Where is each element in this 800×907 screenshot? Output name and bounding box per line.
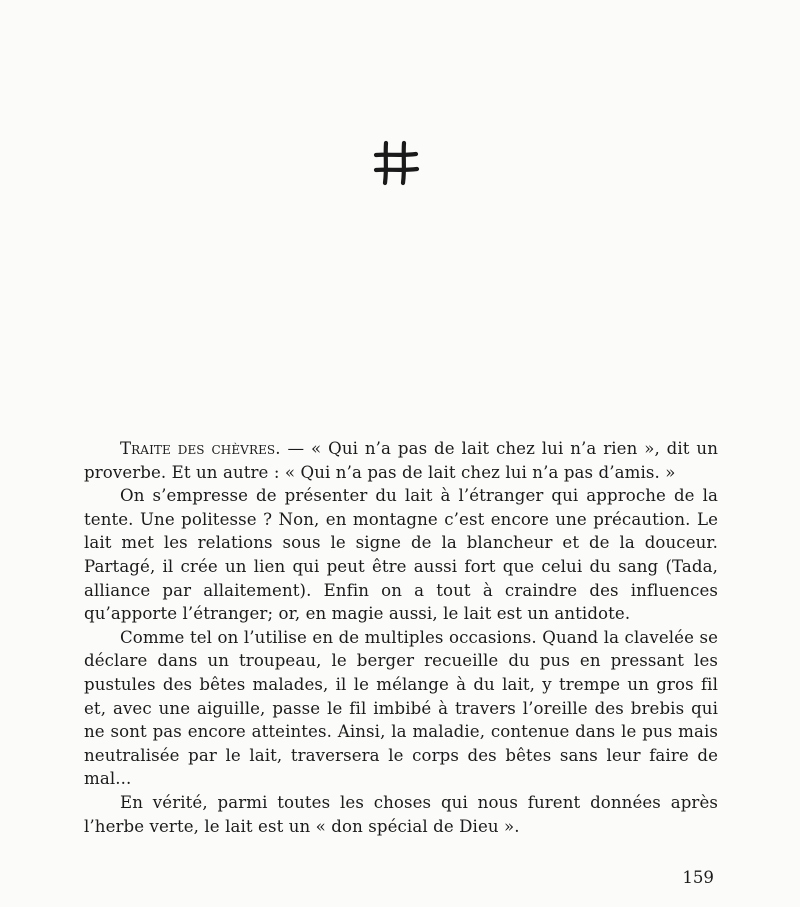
paragraph-4 [84,791,718,838]
page-number: 159 [682,868,714,887]
section-lead: Traite des chèvres. [120,439,281,458]
paragraph-2 [84,484,718,626]
body-text [84,437,718,838]
paragraph-text: — « Qui n’a pas de lait chez lui n’a rien », dit un proverbe. Et un autre : « Qui n’a pas de lait chez lui n’a pas d’amis. » [84,439,718,482]
paragraph-1 [84,437,718,484]
paragraph-text: On s’empresse de présenter du lait à l’étranger qui approche de la tente. Une politesse ? Non, en montagne c’est encore une précaution. Le lait met les relations sous le signe de la blancheur et de la douceur. Partagé, il crée un lien qui peut être aussi fort que celui du sang (Tada, alliance par allaitement). Enfin on a tout à craindre des influences qu’apporte l’étranger; or, en magie aussi, le lait est un antidote. [84,486,718,624]
paragraph-text: En vérité, parmi toutes les choses qui nous furent données après l’herbe verte, le lait est un « don spécial de Dieu ». [84,792,718,836]
paragraph-text: Comme tel on l’utilise en de multiples occasions. Quand la clavelée se déclare dans un troupeau, le berger recueille du pus en pressant les pustules des bêtes malades, il le mélange à du lait, y trempe un gros fil et, avec une aiguille, passe le fil imbibé à travers l’oreille des brebis qui ne sont pas encore atteintes. Ainsi, la maladie, contenue dans le pus mais neutralisée par le lait, traversera le corps des bêtes sans leur faire de mal... [84,627,718,789]
paragraph-3 [84,626,718,791]
hash-grid-ornament-icon [372,138,422,188]
